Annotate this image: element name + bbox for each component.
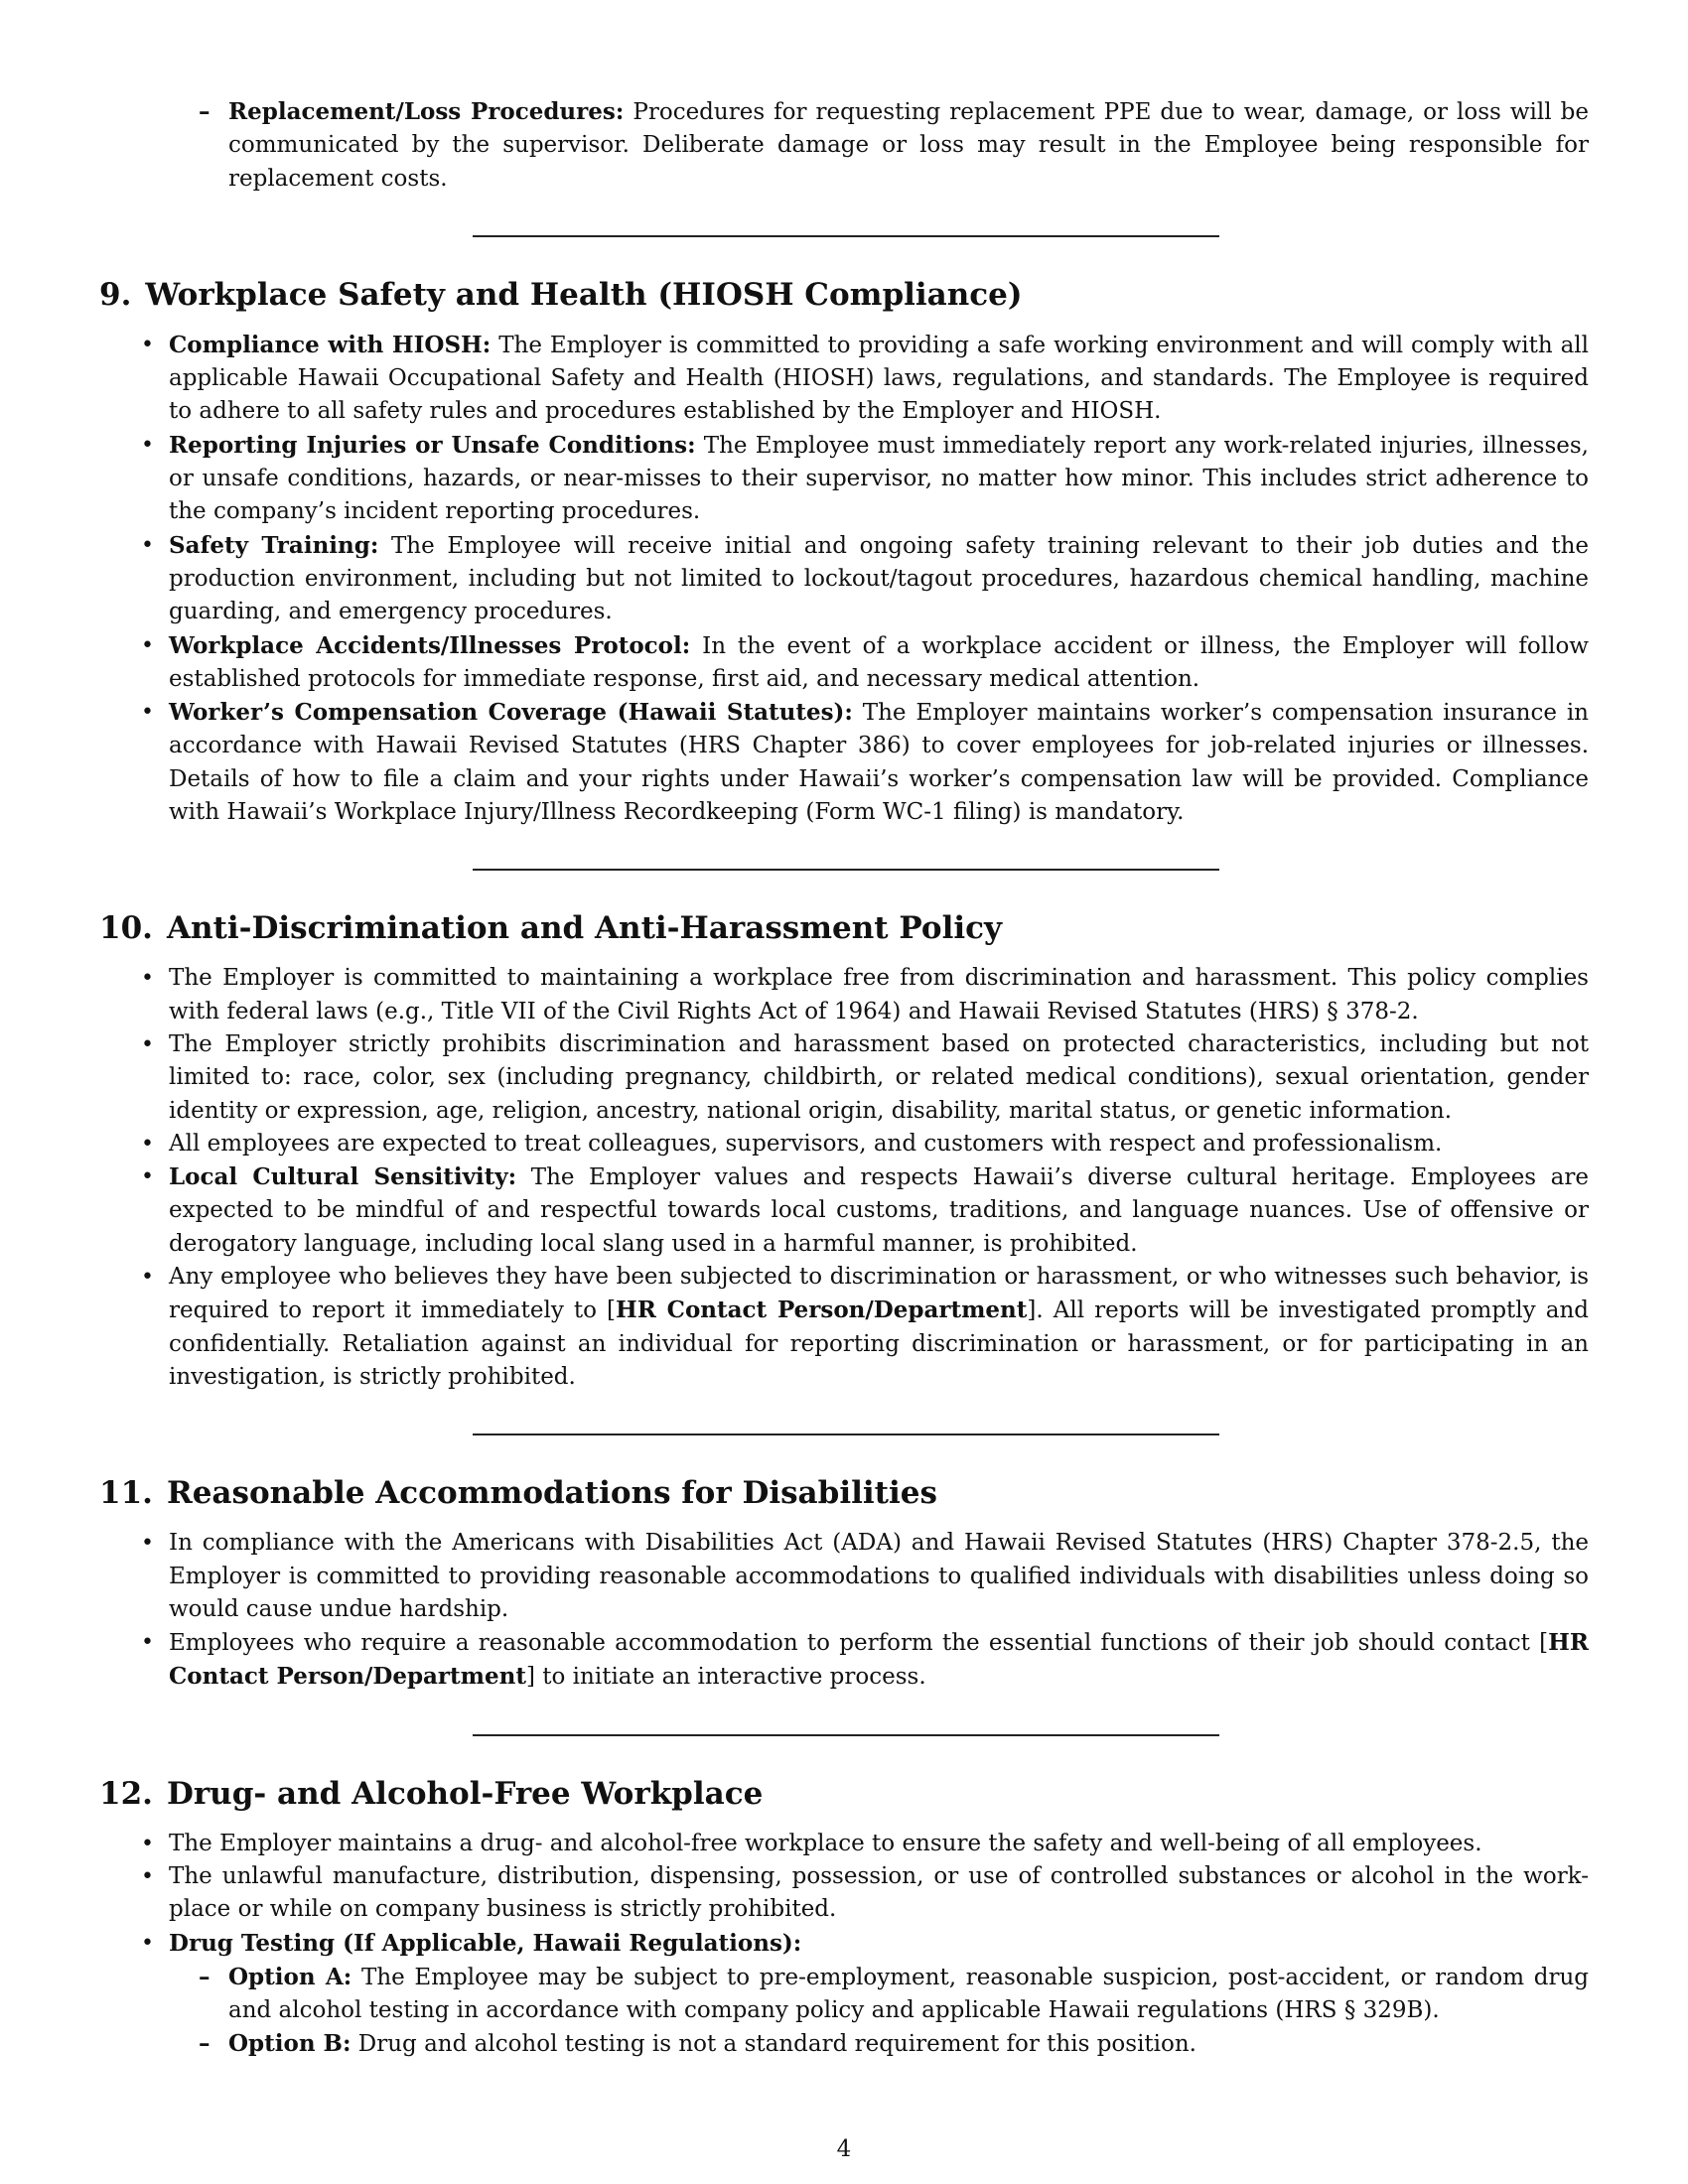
item-text: The Employer maintains a drug- and alcohol-free workplace to ensure the safety and well-being of all employees. (169, 1830, 1482, 1856)
item-label: Drug Testing (If Applicable, Hawaii Regulations): (169, 1929, 802, 1957)
item-text: The Employee must immediately report any work-related injuries, illnesses, or unsafe conditions, hazards, or near-misses to their supervisor, no matter how minor. This includes strict adherence to the company’s incident reporting procedures. (169, 432, 1589, 525)
list-item (99, 1128, 1589, 1160)
item-text: In compliance with the Americans with Disabilities Act (ADA) and Hawaii Revised Statutes (HRS) Chapter 378-2.5, the Employer is committed to providing reasonable accommodations to qualified individuals with disabilities unless doing so would cause undue hardship. (169, 1530, 1589, 1622)
list-item (99, 1860, 1589, 1927)
list-item (99, 1927, 1589, 1961)
section-heading-10 (99, 908, 1589, 948)
list-item (99, 629, 1589, 697)
item-text: Procedures for requesting replacement PPE due to wear, damage, or loss will be communicated by the supervisor. Deliberate damage or loss may result in the Employee being responsible for replacement costs. (228, 99, 1589, 192)
item-text: In the event of a workplace accident or illness, the Employer will follow established protocols for immediate response, first aid, and necessary medical attention. (169, 632, 1589, 692)
section-12-list (99, 1828, 1589, 1961)
item-text-pre: Employees who require a reasonable accommodation to perform the essential functions of their job should contact [ (169, 1630, 1549, 1657)
item-label: Compliance with HIOSH: (169, 331, 492, 358)
section-11-list (99, 1527, 1589, 1694)
section-divider (473, 1734, 1219, 1736)
item-text: The unlawful manufacture, distribution, dispensing, possession, or use of controlled substances or alcohol in the work- place or while on company business is strictly prohibited. (169, 1862, 1589, 1923)
list-item (99, 1626, 1589, 1695)
replacement-loss-item (99, 95, 1589, 196)
list-item (99, 329, 1589, 429)
section-title: Anti-Discrimination and Anti-Harassment Policy (166, 910, 1003, 947)
drug-testing-option-a (99, 1961, 1589, 2028)
list-item (99, 429, 1589, 529)
list-item (99, 1160, 1589, 1261)
option-label: Option A: (228, 1963, 352, 1990)
item-text: All employees are expected to treat colleagues, supervisors, and customers with respect and professionalism. (169, 1130, 1443, 1157)
item-label: Replacement/Loss Procedures: (228, 98, 625, 125)
section-title: Reasonable Accommodations for Disabilities (166, 1475, 937, 1512)
item-label: Workplace Accidents/Illnesses Protocol: (169, 631, 691, 659)
item-text: The Employer strictly prohibits discrimination and harassment based on protected characteristics, including but not limited to: race, color, sex (including pregnancy, childbirth, or related medical conditions), sexual orientation, gender identity or expression, age, religion, ancestry, national origin, disability, marital status, or genetic information. (169, 1030, 1589, 1124)
item-label: Worker’s Compensation Coverage (Hawaii Statutes): (169, 699, 853, 727)
section-number: 9. (99, 276, 132, 313)
item-text: The Employee will receive initial and ongoing safety training relevant to their job duties and the production environment, including but not limited to lockout/tagout procedures, hazardous chemical handling, machine guarding, and emergency procedures. (169, 532, 1589, 625)
hr-contact-placeholder: HR Contact Person/Department (616, 1297, 1028, 1324)
section-number: 10. (99, 910, 153, 947)
section-title: Workplace Safety and Health (HIOSH Compliance) (145, 276, 1023, 313)
item-label: Reporting Injuries or Unsafe Conditions: (169, 431, 696, 459)
option-label: Option B: (228, 2030, 352, 2058)
page-number: 4 (836, 2136, 852, 2162)
section-10-list (99, 962, 1589, 1394)
item-label: Local Cultural Sensitivity: (169, 1163, 517, 1191)
section-number: 11. (99, 1475, 153, 1512)
section-divider (473, 235, 1219, 237)
item-text: The Employer maintains worker’s compensation insurance in accordance with Hawaii Revised Statutes (HRS Chapter 386) to cover employees for job-related injuries or illnesses. Details of how to file a claim and your rights under Hawaii’s worker’s compensation law will be provided. Compliance with Hawaii’s Workplace Injury/Illness Recordkeeping (Form WC-1 filing) is mandatory. (169, 700, 1589, 826)
section-heading-11 (99, 1473, 1589, 1513)
section-number: 12. (99, 1775, 153, 1812)
drug-testing-option-b (99, 2027, 1589, 2061)
section-heading-9 (99, 275, 1589, 315)
option-text: The Employee may be subject to pre-employment, reasonable suspicion, post-accident, or random drug and alcohol testing in accordance with company policy and applicable Hawaii regulations (HRS § 329B). (228, 1964, 1590, 2024)
section-heading-12 (99, 1774, 1589, 1814)
list-item (99, 962, 1589, 1028)
list-item (99, 696, 1589, 829)
list-item (99, 1527, 1589, 1626)
item-text-pre: Any employee who believes they have been subjected to discrimination or harassment, or who witnesses such behavior, is required to report it immediately to [ (169, 1264, 1589, 1324)
section-divider (473, 1433, 1219, 1435)
hr-contact-placeholder: HR Contact Person/Department (169, 1629, 1589, 1691)
item-label: Safety Training: (169, 531, 379, 559)
section-divider (473, 869, 1219, 871)
item-text-post: ] to initiate an interactive process. (526, 1664, 926, 1691)
option-text: Drug and alcohol testing is not a standard requirement for this position. (351, 2031, 1196, 2058)
section-9-list (99, 329, 1589, 829)
section-title: Drug- and Alcohol-Free Workplace (166, 1775, 764, 1812)
page-content (99, 95, 1589, 2062)
item-text: The Employer is committed to providing a safe working environment and will comply with all applicable Hawaii Occupational Safety and Health (HIOSH) laws, regulations, and standards. The Employee is required to adhere to all safety rules and procedures established by the Employer and HIOSH. (169, 332, 1589, 425)
list-item (99, 1828, 1589, 1860)
item-text-post: ]. All reports will be investigated promptly and confidentially. Retaliation against an individual for reporting discrimination or harassment, or for participating in an investigation, is strictly prohibited. (169, 1297, 1589, 1390)
list-item (99, 1028, 1589, 1128)
list-item (99, 1261, 1589, 1394)
item-text: The Employer is committed to maintaining a workplace free from discrimination and harassment. This policy complies with federal laws (e.g., Title VII of the Civil Rights Act of 1964) and Hawaii Revised Statutes (HRS) § 378-2. (169, 965, 1589, 1024)
item-text: The Employer values and respects Hawaii’s diverse cultural heritage. Employees are expected to be mindful of and respectful towards local customs, traditions, and language nuances. Use of offensive or derogatory language, including local slang used in a harmful manner, is prohibited. (169, 1164, 1589, 1257)
list-item (99, 529, 1589, 629)
